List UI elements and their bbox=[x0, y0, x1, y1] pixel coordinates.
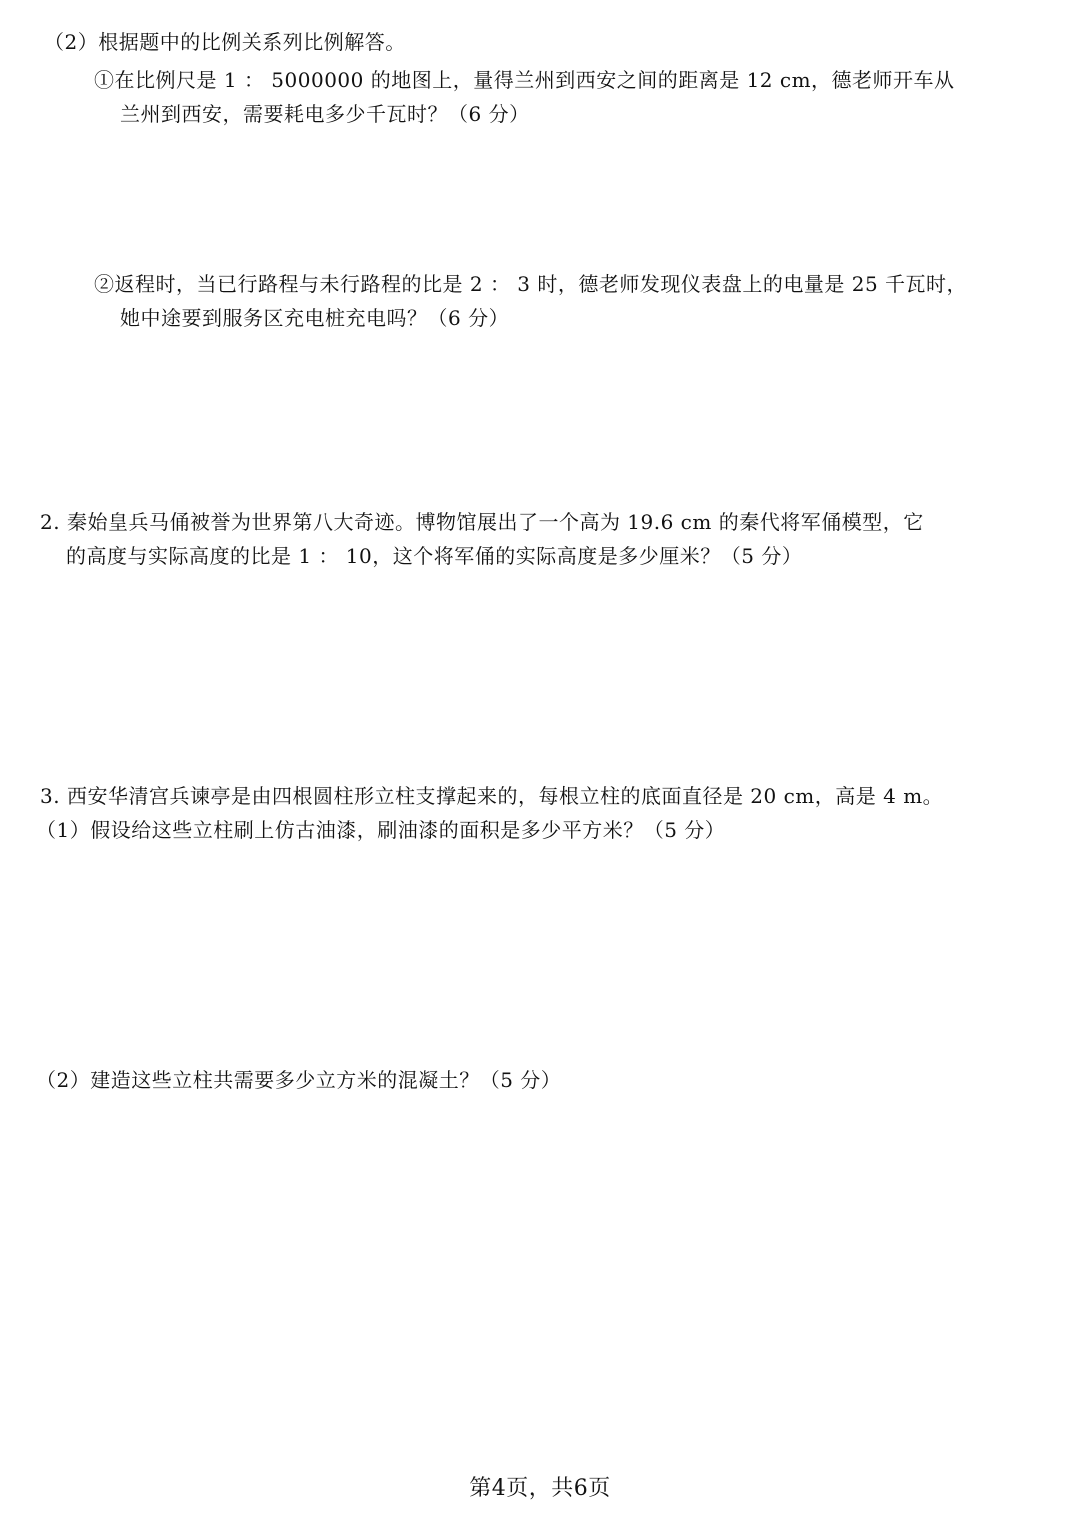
q3-part2: （2）建造这些立柱共需要多少立方米的混凝土？（5 分） bbox=[36, 1068, 562, 1092]
q3-part1: （1）假设给这些立柱刷上仿古油漆，刷油漆的面积是多少平方米？（5 分） bbox=[36, 818, 726, 842]
q1-part2-sub1-line2: 兰州到西安，需要耗电多少千瓦时？（6 分） bbox=[120, 102, 530, 126]
q1-part2-sub1-line1: ①在比例尺是 1 ： 5000000 的地图上，量得兰州到西安之间的距离是 12 cm，德老师开车从 bbox=[94, 68, 955, 92]
q1-part2-sub2-line2: 她中途要到服务区充电桩充电吗？（6 分） bbox=[120, 306, 510, 330]
q1-part2-sub2-line1: ②返程时，当已行路程与未行路程的比是 2 ： 3 时，德老师发现仪表盘上的电量是 25 千瓦时， bbox=[94, 272, 968, 296]
q3-line1: 3. 西安华清宫兵谏亭是由四根圆柱形立柱支撑起来的，每根立柱的底面直径是 20 cm，高是 4 m。 bbox=[40, 784, 944, 808]
q2-line2: 的高度与实际高度的比是 1 ： 10，这个将军俑的实际高度是多少厘米？（5 分） bbox=[66, 544, 803, 568]
q1-part2-heading: （2）根据题中的比例关系列比例解答。 bbox=[44, 30, 406, 54]
page-number-footer: 第4页，共6页 bbox=[469, 1476, 611, 1501]
q2-line1: 2. 秦始皇兵马俑被誉为世界第八大奇迹。博物馆展出了一个高为 19.6 cm 的秦代将军俑模型，它 bbox=[40, 510, 924, 534]
